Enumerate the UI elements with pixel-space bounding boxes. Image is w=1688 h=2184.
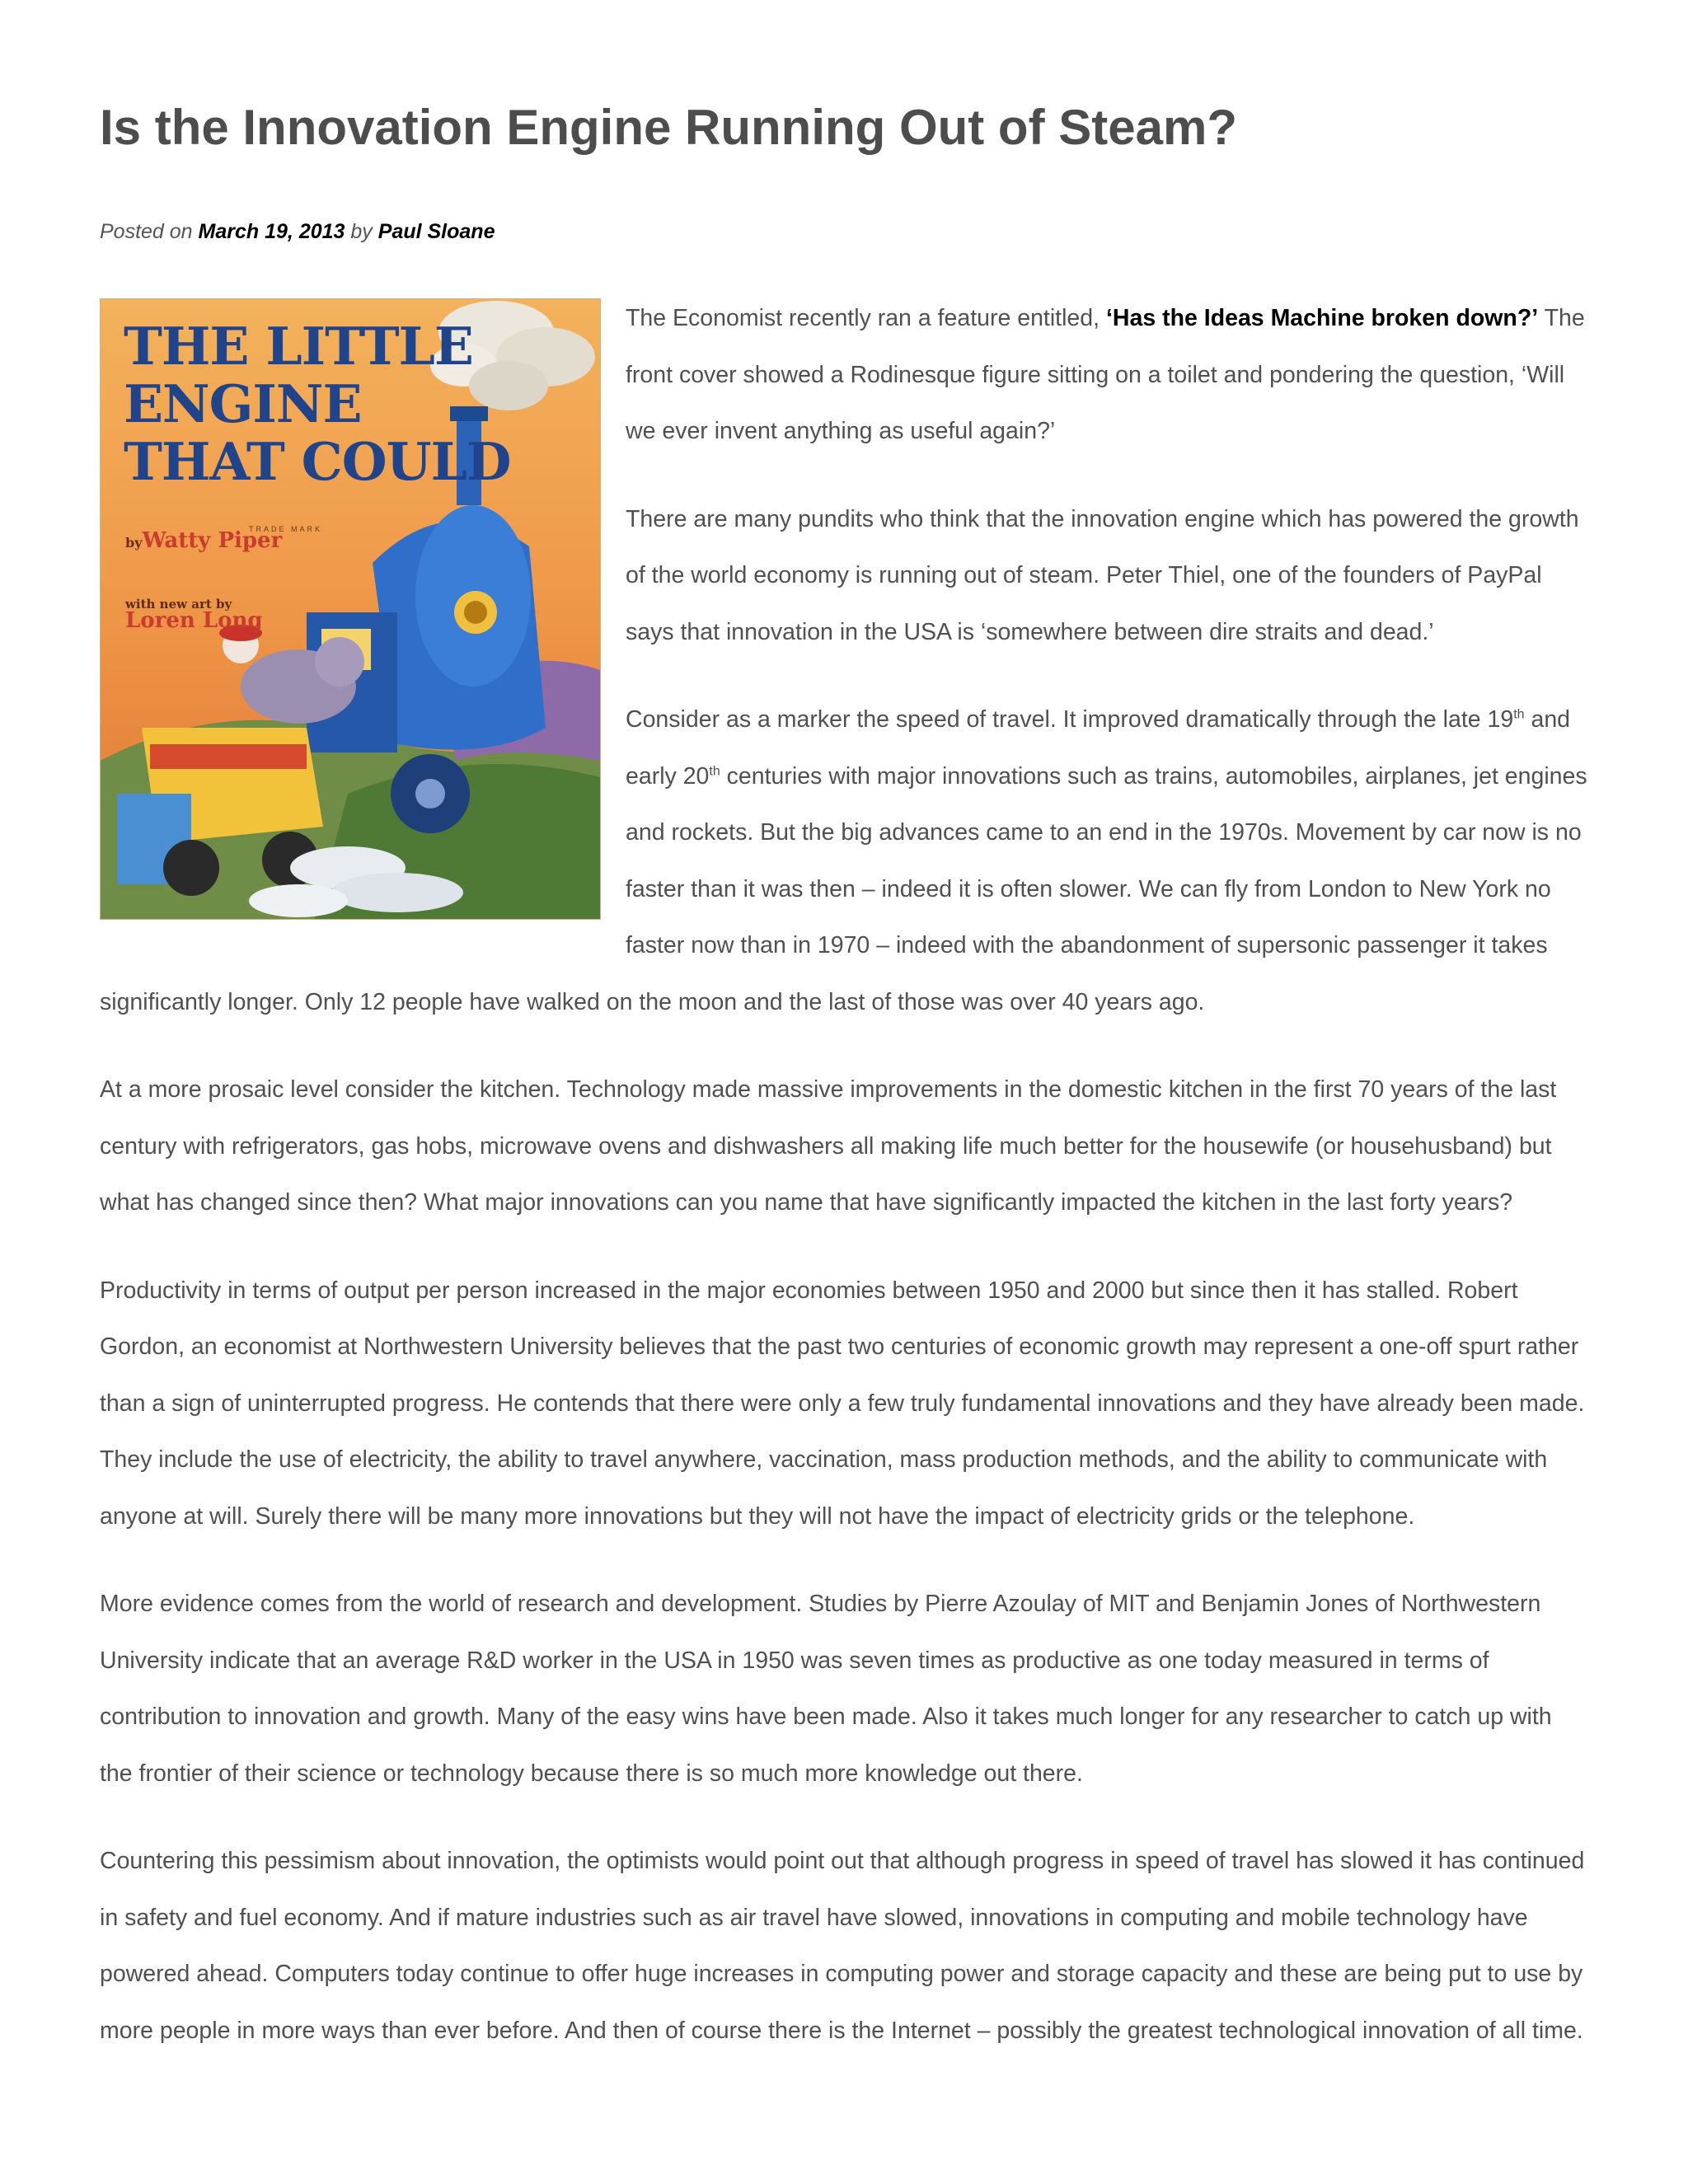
cover-trademark: TRADE MARK <box>249 525 323 533</box>
cover-by: by <box>125 535 143 551</box>
post-title: Is the Innovation Engine Running Out of Steam? <box>100 100 1237 155</box>
posted-on-label: Posted on <box>100 220 193 243</box>
economist-feature-title: ‘Has the Ideas Machine broken down?’ <box>1105 305 1539 331</box>
cover-illustrator: Loren Long <box>125 608 263 633</box>
paragraph-7: Countering this pessimism about innovation, the optimists would point out that although progress in speed of travel has slowed it has continued in safety and fuel economy. And if mature industries such as air travel have slowed, innovations in computing and mobile technology have powered ahead. Computers today continue to offer huge increases in computing power and storage capacity and these are being put to use by more people in more ways than ever before. And then of course there is the Internet – possibly the greatest technological innovation of all time. <box>100 1848 1585 2044</box>
paragraph-6: More evidence comes from the world of research and development. Studies by Pierre Azoulay of MIT and Benjamin Jones of Northwestern University indicate that an average R&D worker in the USA in 1950 was seven times as productive as one today measured in terms of contribution to innovation and growth. Many of the easy wins have been made. Also it takes much longer for any researcher to catch up with the frontier of their science or technology because there is so much more knowledge out there. <box>100 1591 1552 1787</box>
book-cover-image <box>100 298 601 920</box>
paragraph-2: There are many pundits who think that the innovation engine which has powered the growth of the world economy is running out of steam. Peter Thiel, one of the founders of PayPal says that innovation in the USA is ‘somewhere between dire straits and dead.’ <box>626 505 1579 645</box>
article-body <box>100 290 1590 2090</box>
post-meta <box>100 217 495 246</box>
cover-title: THE LITTLE ENGINE THAT COULD <box>124 316 511 492</box>
by-label: by <box>350 220 373 243</box>
paragraph-3: Consider as a marker the speed of travel. It improved dramatically through the late 19th and early 20th centuries with major innovations such as trains, automobiles, airplanes, jet engines and rockets. But the big advances came to an end in the 1970s. Movement by car now is no faster than it was then – indeed it is often slower. We can fly from London to New York no faster now than in 1970 – indeed with the abandonment of supersonic passenger it takes significantly longer. Only 12 people have walked on the moon and the last of those was over 40 years ago. <box>100 706 1587 1015</box>
cover-author <box>125 528 282 555</box>
post-date[interactable]: March 19, 2013 <box>198 220 345 243</box>
paragraph-4: At a more prosaic level consider the kitchen. Technology made massive improvements in the domestic kitchen in the first 70 years of the last century with refrigerators, gas hobs, microwave ovens and dishwashers all making life much better for the housewife (or househusband) but what has changed since then? What major innovations can you name that have significantly impacted the kitchen in the last forty years? <box>100 1076 1557 1216</box>
cover-art-by: with new art by <box>125 597 232 612</box>
paragraph-5: Productivity in terms of output per person increased in the major economies between 1950 and 2000 but since then it has stalled. Robert Gordon, an economist at Northwestern University believes that the past two centuries of economic growth may represent a one-off spurt rather than a sign of uninterrupted progress. He contends that there were only a few truly fundamental innovations and they have already been made. They include the use of electricity, the ability to travel anywhere, vaccination, mass production methods, and the ability to communicate with anyone at will. Surely there will be many more innovations but they will not have the impact of electricity grids or the telephone. <box>100 1277 1585 1530</box>
paragraph-1: The Economist recently ran a feature entitled, ‘Has the Ideas Machine broken down?’ The front cover showed a Rodinesque figure sitting on a toilet and pondering the question, ‘Will we ever invent anything as useful again?’ <box>626 305 1585 444</box>
cover-author-name: Watty Piper <box>142 528 283 553</box>
post-author[interactable]: Paul Sloane <box>377 220 495 243</box>
